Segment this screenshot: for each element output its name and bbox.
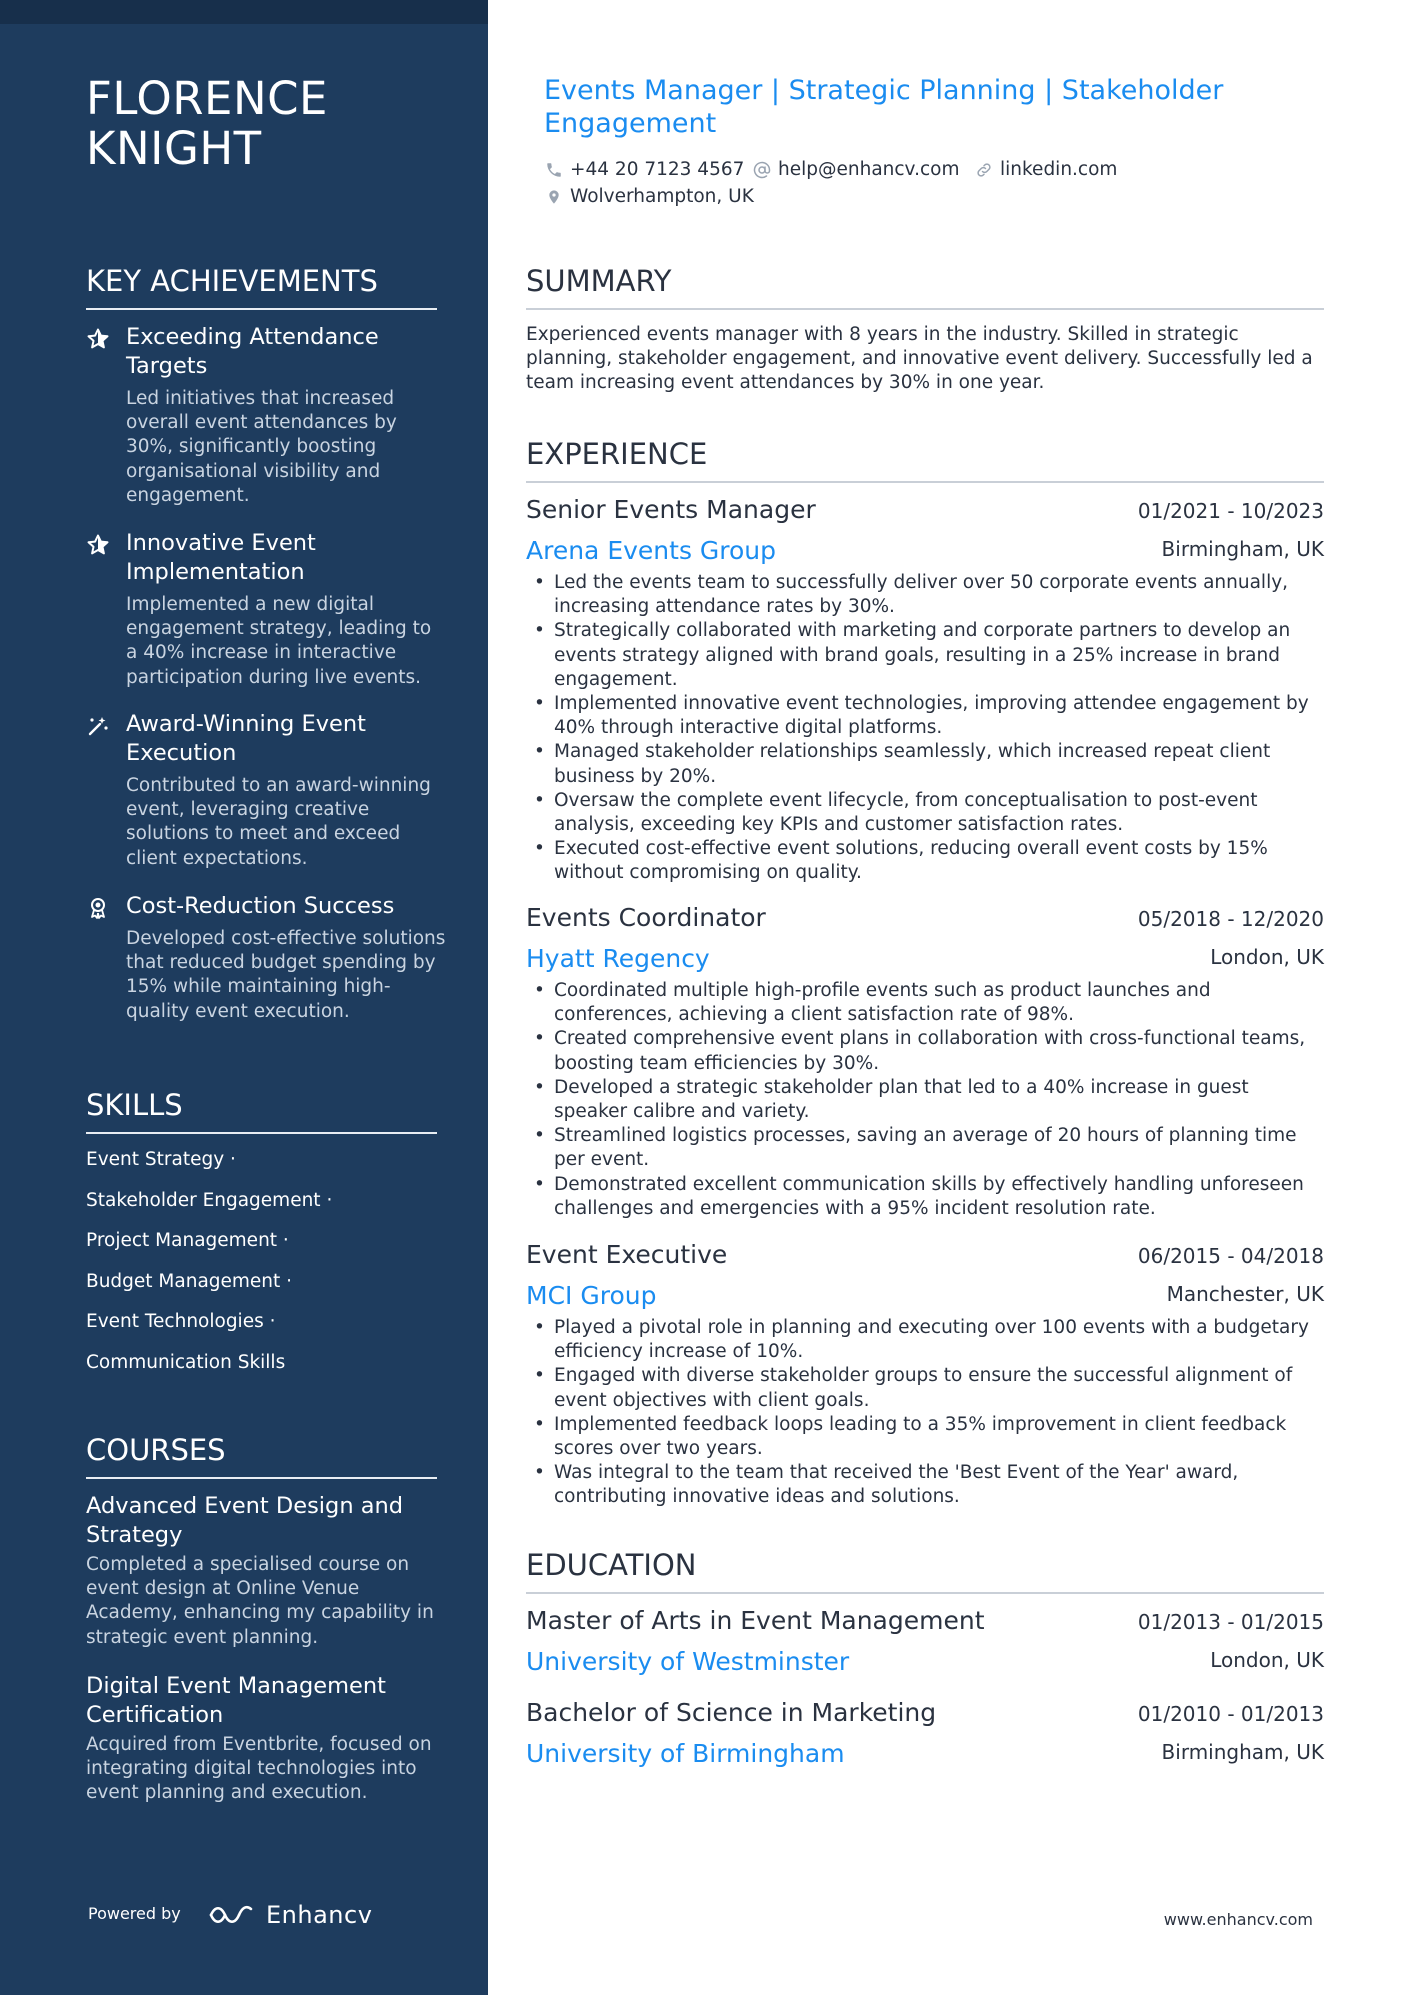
course-desc: Completed a specialised course on event design at Online Venue Academy, enhancing my capability in strategic event planning. — [86, 1554, 434, 1648]
course-item — [86, 1492, 446, 1650]
list-item: • Executed cost-effective event solutions, reducing overall event costs by 15% without compromising on quality. — [526, 837, 1326, 885]
achievement-desc: Developed cost-effective solutions that reduced budget spending by 15% while maintaining high-quality event execution. — [126, 928, 446, 1022]
course-item — [86, 1672, 446, 1806]
company-name[interactable]: Arena Events Group — [526, 536, 777, 565]
achievement-title: Exceeding Attendance Targets — [126, 324, 379, 379]
course-desc: Acquired from Eventbrite, focused on integrating digital technologies into event planning and execution. — [86, 1734, 432, 1804]
degree-title: Master of Arts in Event Management — [526, 1606, 985, 1635]
name-first: FLORENCE — [86, 72, 328, 125]
list-item: • Played a pivotal role in planning and executing over 100 events with a budgetary efficiency increase of 10%. — [526, 1316, 1326, 1364]
contact-linkedin[interactable] — [974, 158, 1117, 182]
location-pin-icon — [544, 187, 564, 207]
education-location: Birmingham, UK — [1161, 1740, 1324, 1764]
footer-url[interactable]: www.enhancv.com — [1163, 1910, 1313, 1929]
job-location: London, UK — [1210, 945, 1324, 969]
list-item: • Implemented feedback loops leading to a 35% improvement in client feedback scores over two years. — [526, 1413, 1326, 1461]
course-title: Advanced Event Design and Strategy — [86, 1493, 404, 1548]
skill-item: Event Technologies · — [86, 1311, 276, 1332]
achievement-item — [86, 529, 446, 690]
list-item: • Created comprehensive event plans in collaboration with cross-functional teams, boosting team efficiencies by 30%. — [526, 1027, 1326, 1075]
at-sign-icon — [752, 160, 772, 180]
skill-item: Event Strategy · — [86, 1149, 236, 1170]
job-dates: 05/2018 - 12/2020 — [1137, 907, 1324, 931]
location-text: Wolverhampton, UK — [570, 186, 754, 207]
job-dates: 01/2021 - 10/2023 — [1137, 499, 1324, 523]
list-item: • Engaged with diverse stakeholder groups to ensure the successful alignment of event objectives with client goals. — [526, 1364, 1326, 1412]
list-item: • Oversaw the complete event lifecycle, from conceptualisation to post-event analysis, exceeding key KPIs and customer satisfaction rates. — [526, 789, 1326, 837]
job-location: Manchester, UK — [1166, 1282, 1324, 1306]
star-icon — [86, 533, 110, 557]
name-last: KNIGHT — [86, 122, 262, 175]
phone-text: +44 20 7123 4567 — [570, 159, 745, 180]
list-item: • Demonstrated excellent communication skills by effectively handling unforeseen challenges and emergencies with a 95% incident resolution rate. — [526, 1173, 1326, 1221]
list-item: • Strategically collaborated with marketing and corporate partners to develop an events strategy aligned with brand goals, resulting in a 25% increase in brand engagement. — [526, 619, 1326, 692]
skill-item: Communication Skills — [86, 1352, 286, 1373]
award-ribbon-icon — [86, 896, 110, 920]
list-item: • Managed stakeholder relationships seamlessly, which increased repeat client business by 20%. — [526, 740, 1326, 788]
contact-phone[interactable] — [544, 158, 744, 182]
company-name[interactable]: Hyatt Regency — [526, 944, 710, 973]
list-item: • Was integral to the team that received the 'Best Event of the Year' award, contributing innovative ideas and solutions. — [526, 1461, 1326, 1509]
phone-icon — [544, 160, 564, 180]
job-bullets — [526, 1316, 1326, 1510]
job-location: Birmingham, UK — [1161, 537, 1324, 561]
email-text: help@enhancv.com — [778, 159, 960, 180]
linkedin-text: linkedin.com — [1000, 159, 1118, 180]
brand-logo[interactable] — [208, 1898, 372, 1932]
list-item: • Implemented innovative event technologies, improving attendee engagement by 40% through interactive digital platforms. — [526, 692, 1326, 740]
powered-by-label: Powered by — [88, 1904, 181, 1923]
school-name[interactable]: University of Birmingham — [526, 1739, 845, 1768]
star-icon — [86, 327, 110, 351]
job-bullets — [526, 571, 1326, 886]
experience-heading: EXPERIENCE — [526, 436, 1324, 483]
achievement-item — [86, 892, 446, 1024]
education-dates: 01/2013 - 01/2015 — [1137, 1610, 1324, 1634]
company-name[interactable]: MCI Group — [526, 1281, 657, 1310]
education-location: London, UK — [1210, 1648, 1324, 1672]
job-title: Event Executive — [526, 1240, 728, 1269]
job-bullets — [526, 979, 1326, 1221]
achievement-item — [86, 710, 446, 871]
list-item: • Developed a strategic stakeholder plan that led to a 40% increase in guest speaker calibre and variety. — [526, 1076, 1326, 1124]
contact-email[interactable] — [752, 158, 959, 182]
school-name[interactable]: University of Westminster — [526, 1647, 850, 1676]
list-item: • Coordinated multiple high-profile events such as product launches and conferences, achieving a client satisfaction rate of 98%. — [526, 979, 1326, 1027]
education-heading: EDUCATION — [526, 1547, 1324, 1594]
education-dates: 01/2010 - 01/2013 — [1137, 1702, 1324, 1726]
summary-text: Experienced events manager with 8 years in the industry. Skilled in strategic planning, stakeholder engagement, and innovative event delivery. Successfully led a team increasing event attendances by 30% in one year. — [526, 324, 1313, 394]
headline: Events Manager | Strategic Planning | Stakeholder Engagement — [544, 75, 1224, 139]
job-title: Events Coordinator — [526, 903, 766, 932]
sidebar — [0, 0, 488, 1995]
brand-name: Enhancv — [266, 1901, 373, 1929]
skill-item: Budget Management · — [86, 1271, 293, 1292]
achievement-title: Innovative Event Implementation — [126, 530, 316, 585]
summary-heading: SUMMARY — [526, 263, 1324, 310]
skills-heading: SKILLS — [86, 1087, 437, 1134]
skill-item: Stakeholder Engagement · — [86, 1190, 333, 1211]
magic-wand-icon — [86, 714, 110, 738]
achievement-item — [86, 323, 446, 508]
candidate-name — [86, 74, 328, 174]
achievement-desc: Implemented a new digital engagement strategy, leading to a 40% increase in interactive participation during live events. — [126, 594, 432, 688]
achievement-title: Award-Winning Event Execution — [126, 711, 366, 766]
courses-heading: COURSES — [86, 1432, 437, 1479]
enhancv-logo-icon — [208, 1902, 256, 1928]
job-dates: 06/2015 - 04/2018 — [1137, 1244, 1324, 1268]
achievements-heading: KEY ACHIEVEMENTS — [86, 263, 437, 310]
sidebar-top-strip — [0, 0, 488, 24]
achievement-title: Cost-Reduction Success — [126, 893, 395, 919]
course-title: Digital Event Management Certification — [86, 1673, 386, 1728]
degree-title: Bachelor of Science in Marketing — [526, 1698, 937, 1727]
contact-location — [544, 185, 754, 209]
achievement-desc: Contributed to an award-winning event, leveraging creative solutions to meet and exceed client expectations. — [126, 775, 431, 869]
job-title: Senior Events Manager — [526, 495, 816, 524]
list-item: • Streamlined logistics processes, saving an average of 20 hours of planning time per event. — [526, 1124, 1326, 1172]
achievement-desc: Led initiatives that increased overall event attendances by 30%, significantly boosting organisational visibility and engagement. — [126, 388, 397, 506]
list-item: • Led the events team to successfully deliver over 50 corporate events annually, increasing attendance rates by 30%. — [526, 571, 1326, 619]
skill-item: Project Management · — [86, 1230, 289, 1251]
link-icon — [974, 160, 994, 180]
